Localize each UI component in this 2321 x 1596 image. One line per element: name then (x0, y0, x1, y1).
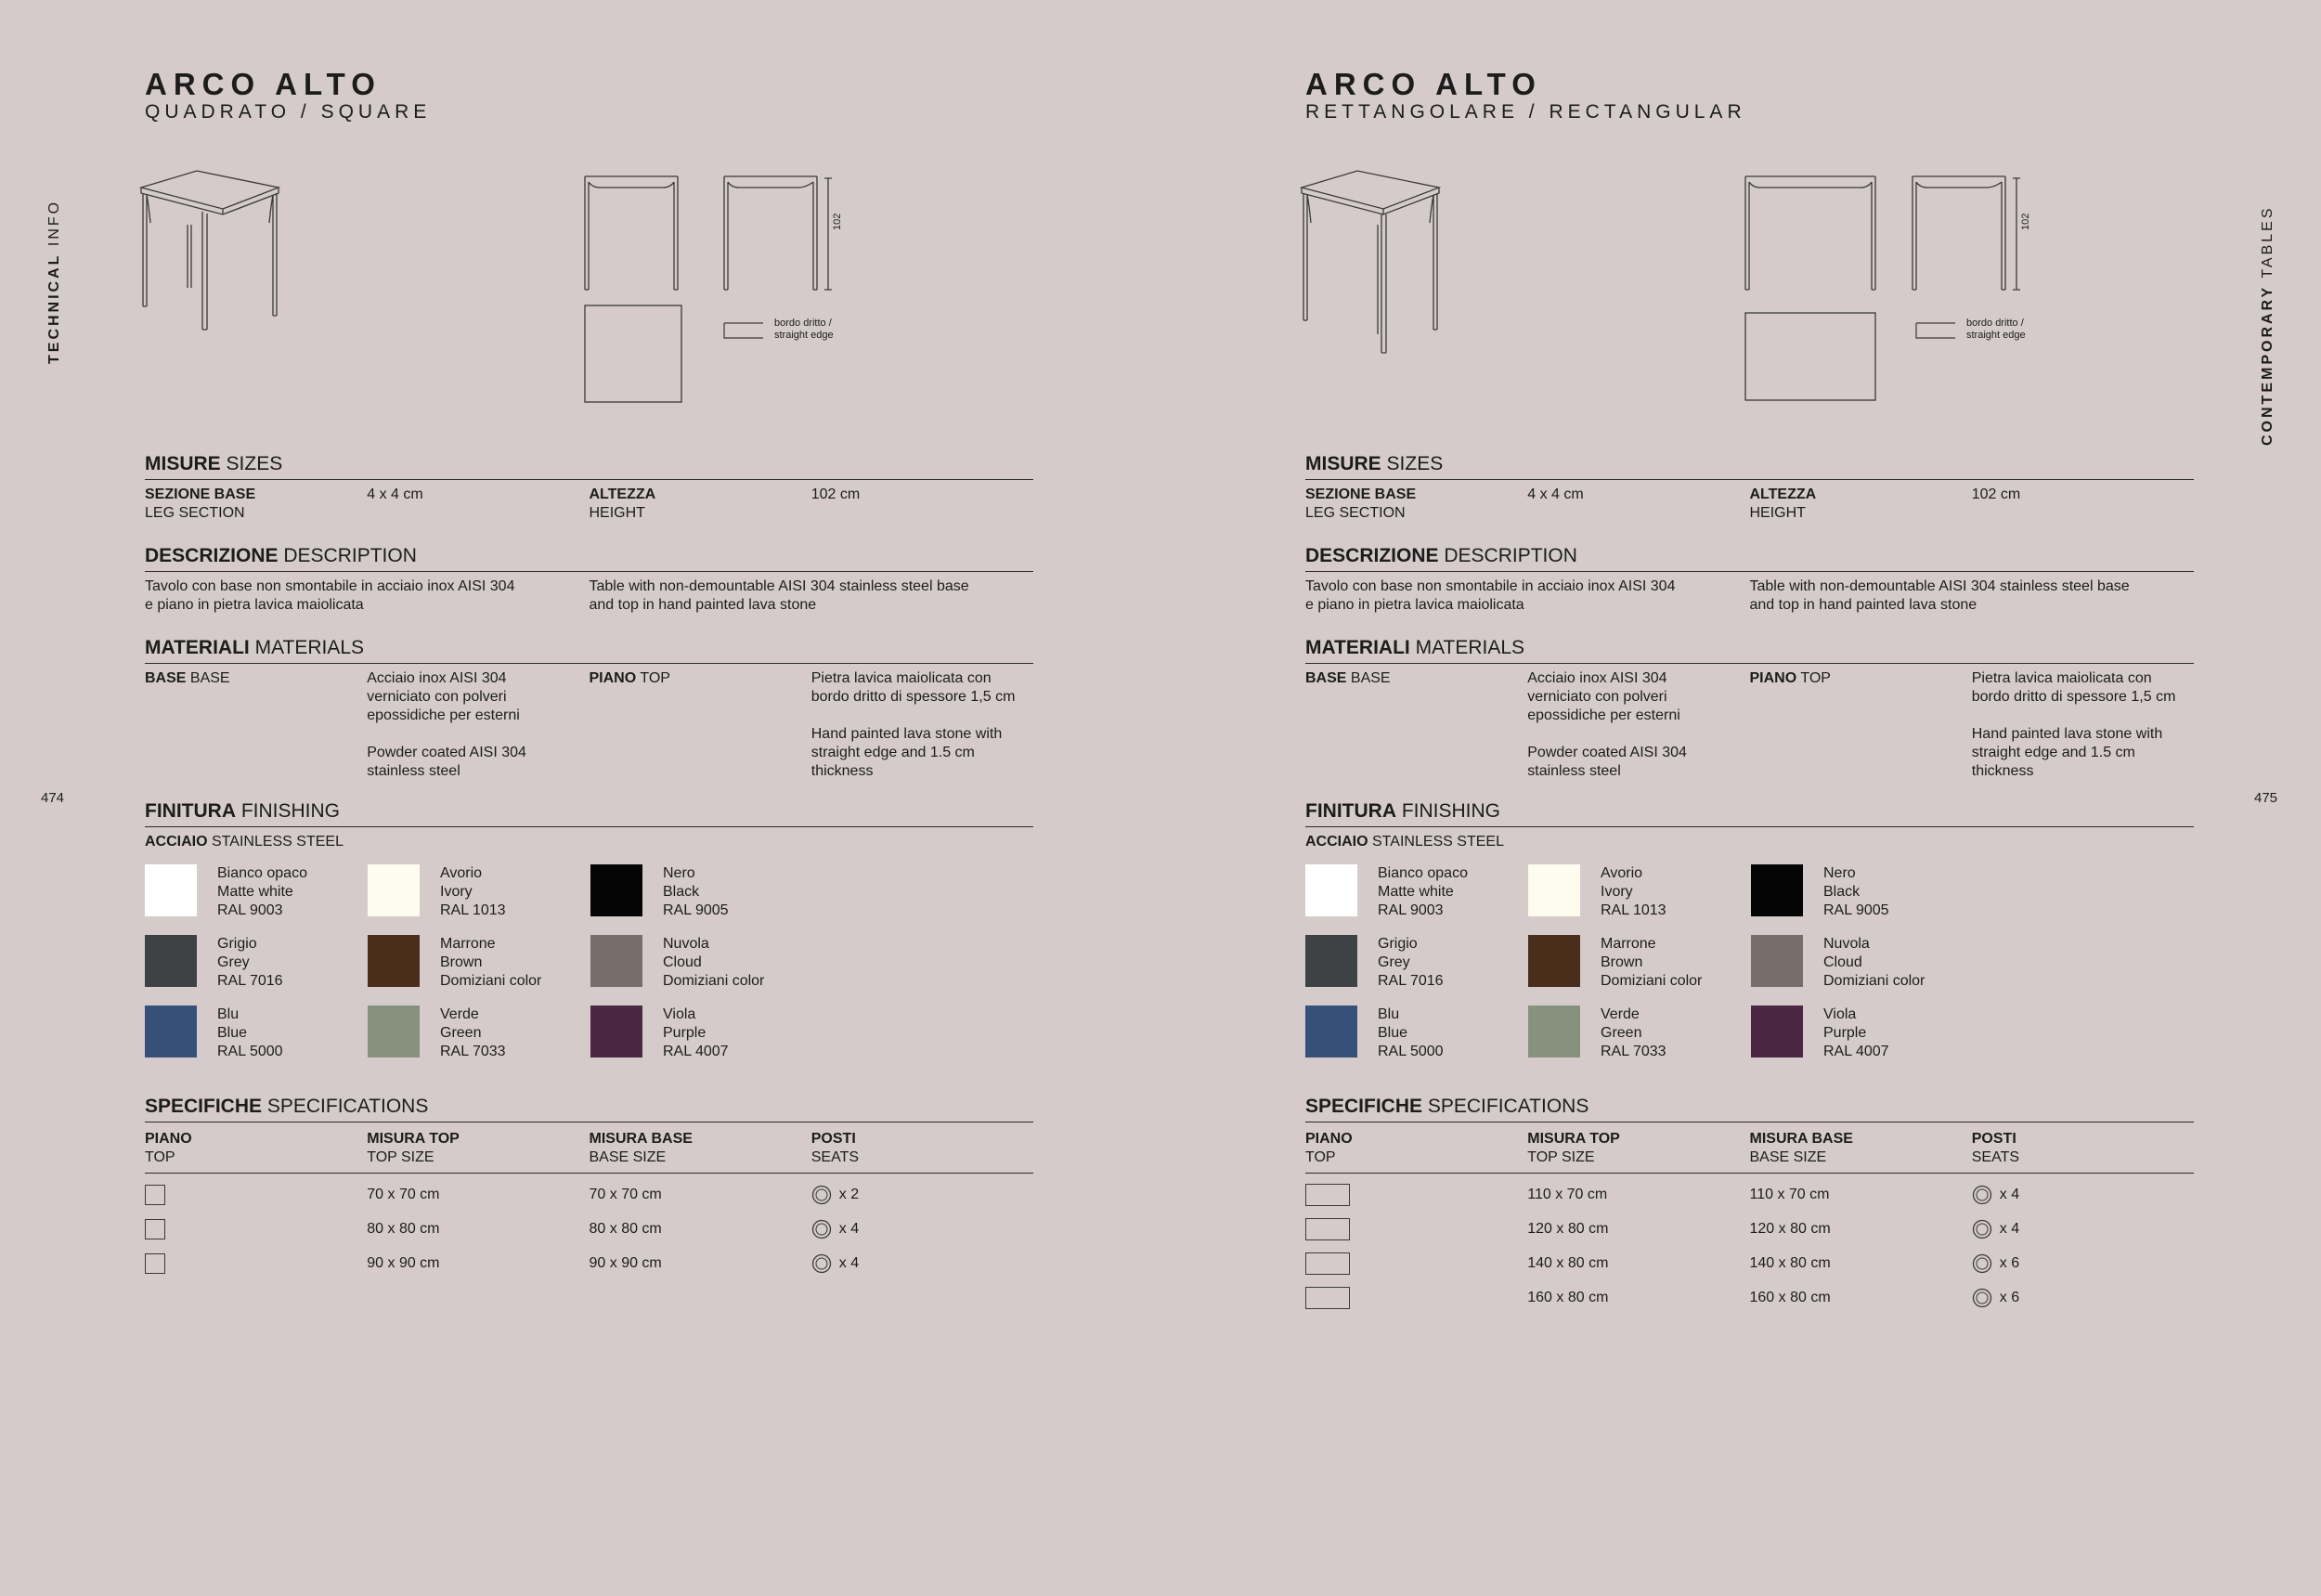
swatch-code: Domiziani color (1601, 973, 1703, 989)
color-swatch (590, 935, 813, 991)
top-material-text: Pietra lavica maiolicata con bordo dritto di spessore 1,5 cm Hand painted lava stone with straight edge and 1.5 cm thickness (1971, 670, 2176, 779)
product-title: ARCO ALTO (145, 67, 382, 101)
swatch-color-chip (590, 1006, 642, 1058)
spec-column-header: MISURA TOP TOP SIZE (367, 1131, 460, 1165)
seats-count: x 4 (1999, 1186, 2020, 1202)
description-english: Table with non-demountable AISI 304 stainless steel base and top in hand painted lava stone (589, 578, 969, 613)
description-heading: DESCRIZIONE DESCRIPTION (145, 545, 1033, 572)
finishing-subheading: ACCIAIO STAINLESS STEEL (145, 834, 344, 850)
swatch-name-it: Bianco opaco (1378, 865, 1468, 881)
table-side-view-drawing (715, 167, 863, 297)
swatch-code: RAL 9003 (1378, 902, 1444, 918)
swatch-name-en: Black (1823, 884, 1861, 900)
base-size: 110 x 70 cm (1749, 1186, 1830, 1202)
edge-label: bordo dritto / straight edge (774, 318, 834, 341)
top-size: 140 x 80 cm (1527, 1254, 1609, 1271)
base-material-text: Acciaio inox AISI 304 verniciato con polveri epossidiche per esterni Powder coated AISI 304 stainless steel (367, 670, 526, 779)
color-swatch (145, 864, 368, 920)
color-swatch (1305, 864, 1528, 920)
seats-count: x 4 (1999, 1220, 2020, 1237)
specifications-heading: SPECIFICHE SPECIFICATIONS (145, 1096, 1033, 1122)
materials-section: MATERIALI MATERIALS BASE BASE Acciaio inox AISI 304 verniciato con polveri epossidiche per esterni Powder coated AISI 304 stainless steel PIANO TOP Pietra lavica maiolicata con bordo dritto di spessore 1,5 cm Hand painted lava stone with straight edge and 1.5 cm thickness (145, 637, 1033, 781)
swatch-name-en: Brown (440, 954, 483, 970)
height-dimension: 102 (2020, 213, 2031, 230)
swatch-name-en: Green (440, 1025, 482, 1041)
swatch-name-en: Cloud (1823, 954, 1862, 970)
table-perspective-drawing (139, 167, 306, 344)
swatch-code: RAL 4007 (1823, 1044, 1889, 1059)
spec-column-header: MISURA BASE BASE SIZE (1749, 1131, 1853, 1165)
color-swatch (368, 864, 590, 920)
spec-row (145, 1212, 1033, 1246)
top-size: 160 x 80 cm (1527, 1289, 1609, 1305)
top-shape-icon (1305, 1218, 1350, 1240)
seat-icon (1972, 1288, 1992, 1308)
base-size: 90 x 90 cm (589, 1254, 662, 1271)
swatch-code: RAL 7033 (1601, 1044, 1666, 1059)
finishing-section (145, 800, 1033, 1076)
color-swatch (1528, 1006, 1751, 1061)
swatch-code: Domiziani color (440, 973, 542, 989)
swatch-color-chip (145, 1006, 197, 1058)
swatch-name-en: Ivory (440, 884, 473, 900)
spec-column-header: PIANO TOP (1305, 1131, 1353, 1165)
color-swatch (590, 1006, 813, 1061)
color-swatch (1751, 935, 1974, 991)
color-swatch (1751, 1006, 1974, 1061)
top-size: 120 x 80 cm (1527, 1220, 1609, 1237)
materials-section: MATERIALI MATERIALS BASE BASE Acciaio inox AISI 304 verniciato con polveri epossidiche per esterni Powder coated AISI 304 stainless steel PIANO TOP Pietra lavica maiolicata con bordo dritto di spessore 1,5 cm Hand painted lava stone with straight edge and 1.5 cm thickness (1305, 637, 2194, 781)
leg-section-value: 4 x 4 cm (367, 487, 423, 502)
description-english: Table with non-demountable AISI 304 stainless steel base and top in hand painted lava stone (1749, 578, 2130, 613)
height-dimension: 102 (832, 213, 843, 230)
swatch-color-chip (1751, 1006, 1803, 1058)
swatch-code: RAL 7016 (1378, 973, 1444, 989)
color-swatch (590, 864, 813, 920)
swatch-color-chip (1751, 864, 1803, 916)
swatch-code: RAL 4007 (663, 1044, 729, 1059)
color-swatch (1305, 935, 1528, 991)
spec-row (145, 1177, 1033, 1212)
swatch-color-chip (1528, 864, 1580, 916)
swatch-name-it: Nuvola (1823, 936, 1870, 952)
swatch-code: RAL 7033 (440, 1044, 506, 1059)
seats-count: x 4 (838, 1220, 860, 1237)
base-size: 120 x 80 cm (1749, 1220, 1831, 1237)
page-number-left: 474 (41, 790, 65, 806)
spec-column-header: MISURA BASE BASE SIZE (589, 1131, 693, 1165)
spec-column-header: POSTI SEATS (1971, 1131, 2020, 1165)
table-top-view-drawing (1736, 302, 1894, 409)
swatch-color-chip (1528, 935, 1580, 987)
sizes-section: MISURE SIZES SEZIONE BASE LEG SECTION 4 x 4 cm ALTEZZA HEIGHT 102 cm (145, 453, 1033, 523)
product-subtitle: RETTANGOLARE / RECTANGULAR (1305, 101, 1746, 123)
top-shape-icon (1305, 1287, 1350, 1309)
sizes-heading: MISURE SIZES (1305, 453, 2194, 480)
product-subtitle: QUADRATO / SQUARE (145, 101, 432, 123)
sizes-heading: MISURE SIZES (145, 453, 1033, 480)
spec-column-header: POSTI SEATS (810, 1131, 860, 1165)
table-side-view-drawing (1903, 167, 2052, 297)
edge-label: bordo dritto / straight edge (1966, 318, 2026, 341)
table-front-view-drawing (576, 167, 706, 297)
top-shape-icon (145, 1253, 165, 1274)
page-left-square (0, 0, 1160, 1596)
finishing-subheading: ACCIAIO STAINLESS STEEL (1305, 834, 1504, 850)
seats-count: x 6 (1999, 1254, 2020, 1271)
swatch-color-chip (368, 935, 420, 987)
swatch-color-chip (145, 935, 197, 987)
seat-icon (1972, 1253, 1992, 1274)
swatch-name-en: Purple (1823, 1025, 1867, 1041)
swatch-name-it: Verde (440, 1006, 479, 1022)
materials-heading: MATERIALI MATERIALS (145, 637, 1033, 664)
specifications-section (1305, 1096, 2194, 1315)
finishing-heading: FINITURA FINISHING (1305, 800, 2194, 827)
sizes-section: MISURE SIZES SEZIONE BASE LEG SECTION 4 x 4 cm ALTEZZA HEIGHT 102 cm (1305, 453, 2194, 523)
swatch-name-it: Marrone (440, 936, 496, 952)
swatch-name-en: Blue (1378, 1025, 1408, 1041)
color-swatch (145, 935, 368, 991)
top-material-text: Pietra lavica maiolicata con bordo dritto di spessore 1,5 cm Hand painted lava stone with straight edge and 1.5 cm thickness (810, 670, 1016, 779)
description-heading: DESCRIZIONE DESCRIPTION (1305, 545, 2194, 572)
swatch-name-en: Grey (217, 954, 250, 970)
swatch-color-chip (145, 864, 197, 916)
table-top-view-drawing (576, 302, 706, 409)
description-section (145, 545, 1033, 615)
swatch-name-en: Purple (663, 1025, 707, 1041)
swatch-name-it: Avorio (1601, 865, 1643, 881)
seats-count: x 6 (1999, 1289, 2020, 1305)
swatch-name-en: Cloud (663, 954, 702, 970)
spec-row (1305, 1246, 2194, 1280)
base-size: 160 x 80 cm (1749, 1289, 1831, 1305)
swatch-code: RAL 9005 (663, 902, 729, 918)
top-size: 70 x 70 cm (367, 1186, 440, 1202)
swatch-name-en: Blue (217, 1025, 248, 1041)
seat-icon (811, 1253, 832, 1274)
swatch-name-it: Nuvola (663, 936, 709, 952)
height-value: 102 cm (810, 487, 861, 502)
page-number-right: 475 (2254, 790, 2278, 806)
spec-row (145, 1246, 1033, 1280)
color-swatch (145, 1006, 368, 1061)
swatch-code: Domiziani color (1823, 973, 1926, 989)
edge-profile-drawing (722, 316, 769, 344)
spec-row (1305, 1212, 2194, 1246)
edge-profile-drawing (1914, 316, 1961, 344)
color-swatch (368, 1006, 590, 1061)
swatch-name-it: Grigio (1378, 936, 1418, 952)
swatch-code: RAL 9005 (1823, 902, 1889, 918)
color-swatch (1528, 935, 1751, 991)
description-italian: Tavolo con base non smontabile in acciaio inox AISI 304 e piano in pietra lavica maiolicata (1305, 578, 1676, 613)
swatch-name-it: Blu (217, 1006, 240, 1022)
swatch-name-en: Matte white (217, 884, 293, 900)
swatch-name-it: Bianco opaco (217, 865, 307, 881)
top-shape-icon (145, 1185, 165, 1205)
swatch-name-it: Avorio (440, 865, 483, 881)
swatch-name-it: Viola (1823, 1006, 1857, 1022)
swatch-code: RAL 5000 (1378, 1044, 1444, 1059)
swatch-name-it: Verde (1601, 1006, 1640, 1022)
base-size: 80 x 80 cm (589, 1220, 662, 1237)
seat-icon (811, 1185, 832, 1205)
top-shape-icon (1305, 1252, 1350, 1275)
swatch-code: Domiziani color (663, 973, 765, 989)
specifications-heading: SPECIFICHE SPECIFICATIONS (1305, 1096, 2194, 1122)
swatch-color-chip (1528, 1006, 1580, 1058)
swatch-color-chip (1305, 935, 1357, 987)
color-swatch (1528, 864, 1751, 920)
top-shape-icon (145, 1219, 165, 1239)
leg-section-value: 4 x 4 cm (1527, 487, 1584, 502)
seat-icon (811, 1219, 832, 1239)
seat-icon (1972, 1185, 1992, 1205)
swatch-name-it: Blu (1378, 1006, 1400, 1022)
spec-column-header: PIANO TOP (145, 1131, 192, 1165)
side-label-contemporary-tables: CONTEMPORARY TABLES (2260, 205, 2276, 446)
spec-column-header: MISURA TOP TOP SIZE (1527, 1131, 1620, 1165)
base-size: 140 x 80 cm (1749, 1254, 1831, 1271)
swatch-name-en: Matte white (1378, 884, 1454, 900)
materials-heading: MATERIALI MATERIALS (1305, 637, 2194, 664)
swatch-name-en: Brown (1601, 954, 1643, 970)
top-size: 90 x 90 cm (367, 1254, 440, 1271)
swatch-color-chip (590, 935, 642, 987)
swatch-name-it: Viola (663, 1006, 696, 1022)
top-size: 80 x 80 cm (367, 1220, 440, 1237)
swatch-code: RAL 5000 (217, 1044, 283, 1059)
spec-row (1305, 1280, 2194, 1315)
side-label-technical-info: TECHNICAL INFO (46, 199, 62, 364)
swatch-color-chip (368, 1006, 420, 1058)
swatch-color-chip (368, 864, 420, 916)
product-title: ARCO ALTO (1305, 67, 1542, 101)
top-shape-icon (1305, 1184, 1350, 1206)
swatch-color-chip (1305, 864, 1357, 916)
color-swatch (1305, 1006, 1528, 1061)
swatch-code: RAL 7016 (217, 973, 283, 989)
swatch-color-chip (1751, 935, 1803, 987)
description-italian: Tavolo con base non smontabile in acciaio inox AISI 304 e piano in pietra lavica maiolicata (145, 578, 515, 613)
swatch-name-en: Black (663, 884, 700, 900)
table-front-view-drawing (1736, 167, 1894, 297)
swatch-name-it: Marrone (1601, 936, 1656, 952)
swatch-code: RAL 1013 (440, 902, 506, 918)
spec-row (1305, 1177, 2194, 1212)
table-perspective-drawing (1300, 167, 1467, 362)
seats-count: x 2 (838, 1186, 860, 1202)
swatch-name-it: Nero (1823, 865, 1856, 881)
swatch-name-en: Grey (1378, 954, 1410, 970)
base-material-text: Acciaio inox AISI 304 verniciato con polveri epossidiche per esterni Powder coated AISI 304 stainless steel (1527, 670, 1687, 779)
swatch-name-en: Green (1601, 1025, 1642, 1041)
color-swatch (368, 935, 590, 991)
swatch-color-chip (590, 864, 642, 916)
finishing-heading: FINITURA FINISHING (145, 800, 1033, 827)
height-value: 102 cm (1971, 487, 2021, 502)
page-right-rectangular (1160, 0, 2321, 1596)
swatch-name-en: Ivory (1601, 884, 1633, 900)
swatch-code: RAL 9003 (217, 902, 283, 918)
color-swatch (1751, 864, 1974, 920)
swatch-name-it: Nero (663, 865, 695, 881)
top-size: 110 x 70 cm (1527, 1186, 1608, 1202)
swatch-color-chip (1305, 1006, 1357, 1058)
seats-count: x 4 (838, 1254, 860, 1271)
base-size: 70 x 70 cm (589, 1186, 662, 1202)
seat-icon (1972, 1219, 1992, 1239)
swatch-name-it: Grigio (217, 936, 257, 952)
swatch-code: RAL 1013 (1601, 902, 1666, 918)
specifications-section (145, 1096, 1033, 1280)
finishing-section (1305, 800, 2194, 1076)
description-section (1305, 545, 2194, 615)
